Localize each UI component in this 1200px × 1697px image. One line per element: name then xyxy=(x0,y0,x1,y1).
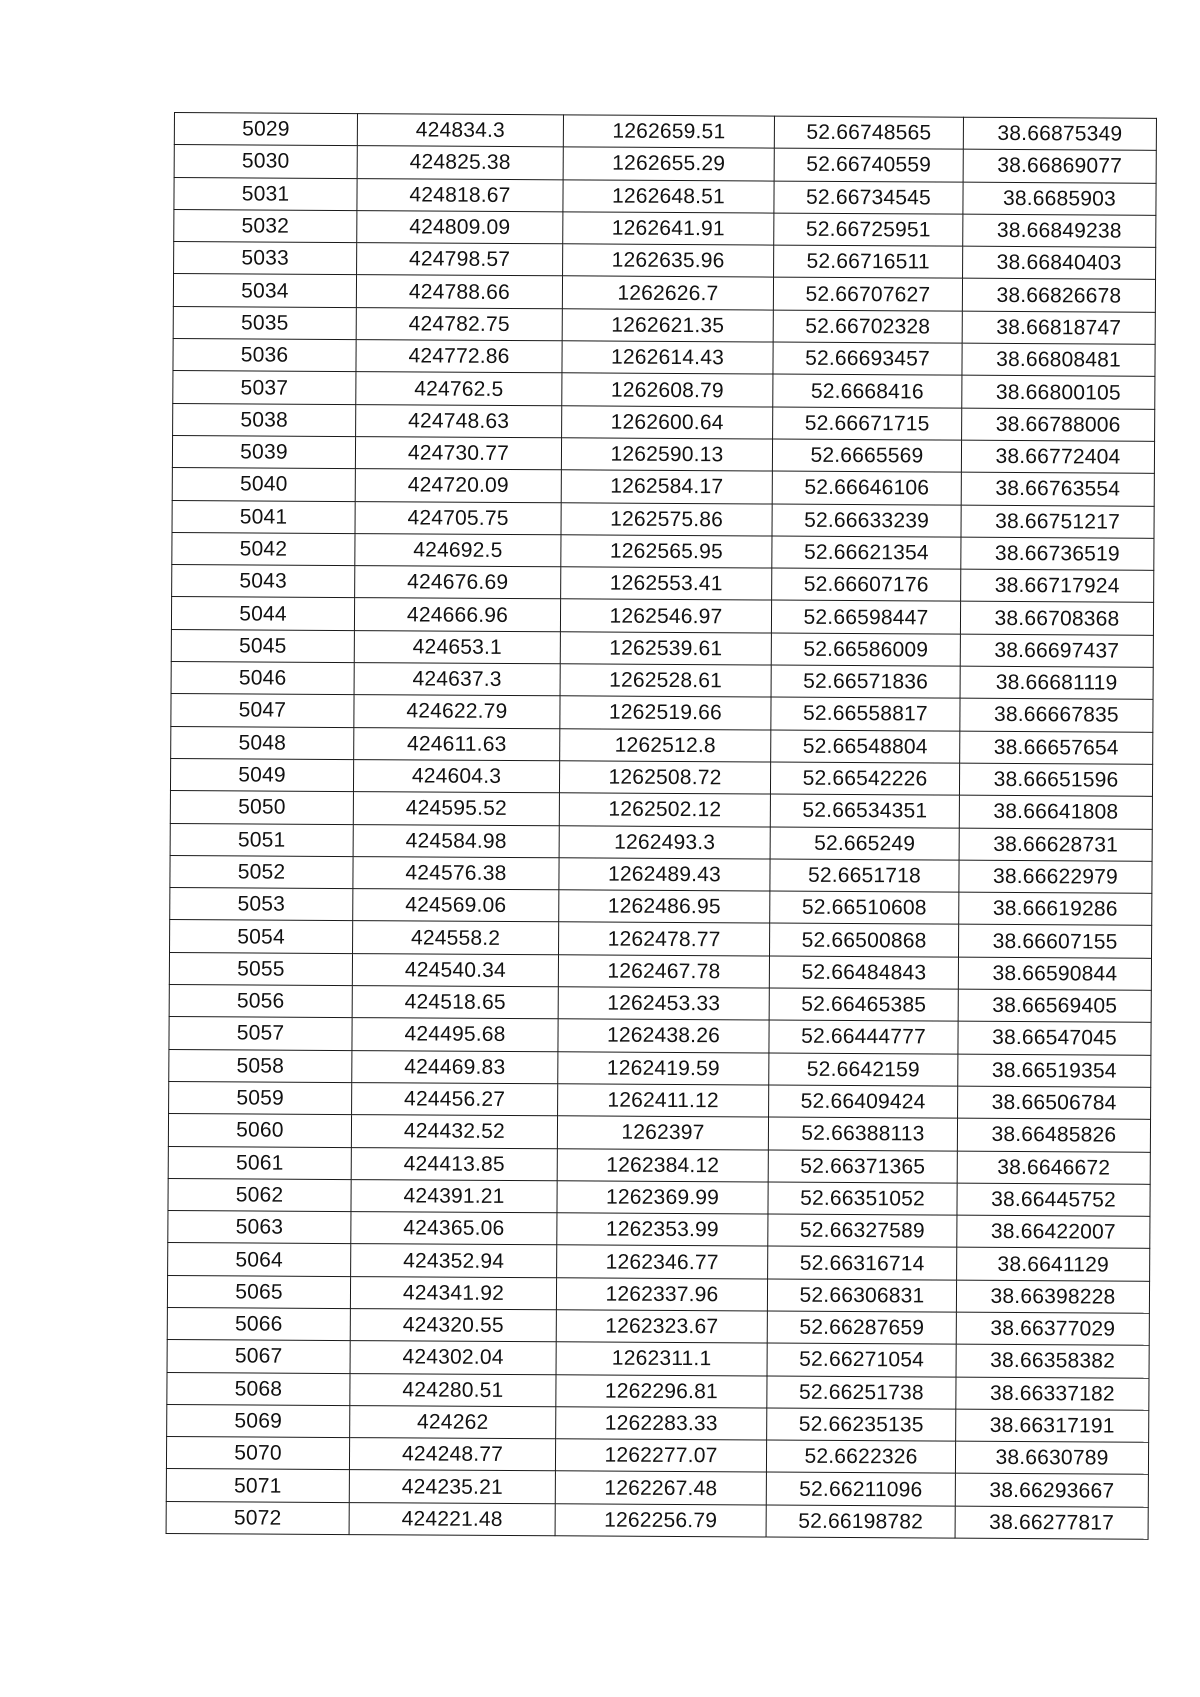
latitude-cell: 52.6668416 xyxy=(773,374,962,407)
y-coordinate-cell: 1262626.7 xyxy=(562,276,773,310)
x-coordinate-cell: 424676.69 xyxy=(355,566,561,600)
point-number-cell: 5040 xyxy=(172,468,355,501)
longitude-cell: 38.6685903 xyxy=(963,182,1156,215)
longitude-cell: 38.66869077 xyxy=(963,149,1156,182)
longitude-cell: 38.66422007 xyxy=(957,1215,1150,1248)
point-number-cell: 5044 xyxy=(171,597,354,630)
x-coordinate-cell: 424730.77 xyxy=(355,437,561,471)
x-coordinate-cell: 424302.04 xyxy=(350,1341,556,1375)
point-number-cell: 5033 xyxy=(174,242,357,275)
y-coordinate-cell: 1262659.51 xyxy=(563,115,774,149)
x-coordinate-cell: 424558.2 xyxy=(353,921,559,955)
point-number-cell: 5064 xyxy=(168,1243,351,1276)
point-number-cell: 5070 xyxy=(166,1437,349,1470)
latitude-cell: 52.66748565 xyxy=(774,116,963,149)
latitude-cell: 52.66371365 xyxy=(768,1150,957,1183)
y-coordinate-cell: 1262296.81 xyxy=(556,1374,767,1408)
longitude-cell: 38.66641808 xyxy=(959,795,1152,828)
point-number-cell: 5054 xyxy=(170,920,353,953)
point-number-cell: 5062 xyxy=(168,1178,351,1211)
latitude-cell: 52.66646106 xyxy=(772,471,961,504)
x-coordinate-cell: 424798.57 xyxy=(357,243,563,277)
latitude-cell: 52.665249 xyxy=(770,827,959,860)
latitude-cell: 52.66316714 xyxy=(768,1246,957,1279)
y-coordinate-cell: 1262256.79 xyxy=(555,1504,766,1538)
latitude-cell: 52.66510608 xyxy=(770,891,959,924)
point-number-cell: 5042 xyxy=(172,532,355,565)
x-coordinate-cell: 424818.67 xyxy=(357,178,563,212)
y-coordinate-cell: 1262519.66 xyxy=(560,696,771,730)
latitude-cell: 52.66671715 xyxy=(773,407,962,440)
x-coordinate-cell: 424604.3 xyxy=(353,760,559,794)
y-coordinate-cell: 1262323.67 xyxy=(556,1310,767,1344)
y-coordinate-cell: 1262590.13 xyxy=(561,438,772,472)
point-number-cell: 5057 xyxy=(169,1017,352,1050)
y-coordinate-cell: 1262648.51 xyxy=(563,179,774,213)
point-number-cell: 5067 xyxy=(167,1340,350,1373)
point-number-cell: 5038 xyxy=(173,403,356,436)
y-coordinate-cell: 1262635.96 xyxy=(563,244,774,278)
latitude-cell: 52.66558817 xyxy=(771,697,960,730)
longitude-cell: 38.66277817 xyxy=(955,1506,1148,1539)
x-coordinate-cell: 424576.38 xyxy=(353,856,559,890)
y-coordinate-cell: 1262478.77 xyxy=(559,922,770,956)
x-coordinate-cell: 424413.85 xyxy=(351,1147,557,1181)
longitude-cell: 38.66569405 xyxy=(958,989,1151,1022)
point-number-cell: 5037 xyxy=(173,371,356,404)
y-coordinate-cell: 1262486.95 xyxy=(559,890,770,924)
point-number-cell: 5048 xyxy=(171,726,354,759)
y-coordinate-cell: 1262311.1 xyxy=(556,1342,767,1376)
x-coordinate-cell: 424495.68 xyxy=(352,1018,558,1052)
point-number-cell: 5045 xyxy=(171,629,354,662)
latitude-cell: 52.66716511 xyxy=(774,245,963,278)
latitude-cell: 52.66740559 xyxy=(774,148,963,181)
y-coordinate-cell: 1262508.72 xyxy=(559,761,770,795)
point-number-cell: 5066 xyxy=(167,1307,350,1340)
x-coordinate-cell: 424352.94 xyxy=(351,1244,557,1278)
latitude-cell: 52.66725951 xyxy=(774,213,963,246)
x-coordinate-cell: 424772.86 xyxy=(356,340,562,374)
point-number-cell: 5060 xyxy=(168,1114,351,1147)
y-coordinate-cell: 1262614.43 xyxy=(562,341,773,375)
longitude-cell: 38.66445752 xyxy=(957,1183,1150,1216)
longitude-cell: 38.66657654 xyxy=(960,731,1153,764)
x-coordinate-cell: 424748.63 xyxy=(356,404,562,438)
x-coordinate-cell: 424692.5 xyxy=(355,533,561,567)
point-number-cell: 5049 xyxy=(170,758,353,791)
latitude-cell: 52.66693457 xyxy=(773,342,962,375)
y-coordinate-cell: 1262283.33 xyxy=(556,1407,767,1441)
longitude-cell: 38.66377029 xyxy=(956,1312,1149,1345)
y-coordinate-cell: 1262411.12 xyxy=(558,1084,769,1118)
latitude-cell: 52.66598447 xyxy=(771,601,960,634)
longitude-cell: 38.66398228 xyxy=(956,1280,1149,1313)
point-number-cell: 5029 xyxy=(174,113,357,146)
point-number-cell: 5052 xyxy=(170,855,353,888)
y-coordinate-cell: 1262546.97 xyxy=(560,599,771,633)
point-number-cell: 5034 xyxy=(173,274,356,307)
longitude-cell: 38.66628731 xyxy=(959,828,1152,861)
y-coordinate-cell: 1262489.43 xyxy=(559,858,770,892)
latitude-cell: 52.66306831 xyxy=(767,1279,956,1312)
longitude-cell: 38.6630789 xyxy=(955,1441,1148,1474)
longitude-cell: 38.66772404 xyxy=(961,440,1154,473)
longitude-cell: 38.66763554 xyxy=(961,472,1154,505)
coordinates-table xyxy=(166,112,1157,1540)
latitude-cell: 52.66465385 xyxy=(769,988,958,1021)
y-coordinate-cell: 1262337.96 xyxy=(556,1277,767,1311)
x-coordinate-cell: 424637.3 xyxy=(354,663,560,697)
latitude-cell: 52.66271054 xyxy=(767,1343,956,1376)
y-coordinate-cell: 1262267.48 xyxy=(555,1471,766,1505)
y-coordinate-cell: 1262565.95 xyxy=(561,535,772,569)
point-number-cell: 5036 xyxy=(173,339,356,372)
latitude-cell: 52.6651718 xyxy=(770,859,959,892)
y-coordinate-cell: 1262641.91 xyxy=(563,212,774,246)
latitude-cell: 52.66500868 xyxy=(770,923,959,956)
x-coordinate-cell: 424469.83 xyxy=(352,1050,558,1084)
point-number-cell: 5053 xyxy=(170,888,353,921)
x-coordinate-cell: 424762.5 xyxy=(356,372,562,406)
latitude-cell: 52.66702328 xyxy=(773,310,962,343)
longitude-cell: 38.66622979 xyxy=(959,860,1152,893)
y-coordinate-cell: 1262277.07 xyxy=(555,1439,766,1473)
y-coordinate-cell: 1262353.99 xyxy=(557,1213,768,1247)
latitude-cell: 52.66351052 xyxy=(768,1182,957,1215)
latitude-cell: 52.66607176 xyxy=(772,568,961,601)
longitude-cell: 38.6641129 xyxy=(957,1248,1150,1281)
longitude-cell: 38.66485826 xyxy=(957,1118,1150,1151)
longitude-cell: 38.66788006 xyxy=(962,408,1155,441)
point-number-cell: 5035 xyxy=(173,306,356,339)
x-coordinate-cell: 424320.55 xyxy=(350,1309,556,1343)
x-coordinate-cell: 424666.96 xyxy=(354,598,560,632)
y-coordinate-cell: 1262539.61 xyxy=(560,632,771,666)
y-coordinate-cell: 1262438.26 xyxy=(558,1019,769,1053)
latitude-cell: 52.66287659 xyxy=(767,1311,956,1344)
x-coordinate-cell: 424595.52 xyxy=(353,792,559,826)
x-coordinate-cell: 424391.21 xyxy=(351,1179,557,1213)
latitude-cell: 52.66707627 xyxy=(773,278,962,311)
x-coordinate-cell: 424622.79 xyxy=(354,695,560,729)
x-coordinate-cell: 424834.3 xyxy=(357,114,563,148)
longitude-cell: 38.66697437 xyxy=(960,634,1153,667)
latitude-cell: 52.6622326 xyxy=(766,1440,955,1473)
longitude-cell: 38.66717924 xyxy=(961,569,1154,602)
table-body xyxy=(166,113,1156,1540)
point-number-cell: 5061 xyxy=(168,1146,351,1179)
point-number-cell: 5043 xyxy=(172,565,355,598)
longitude-cell: 38.66708368 xyxy=(960,602,1153,635)
y-coordinate-cell: 1262600.64 xyxy=(562,405,773,439)
longitude-cell: 38.66826678 xyxy=(962,279,1155,312)
x-coordinate-cell: 424341.92 xyxy=(350,1276,556,1310)
longitude-cell: 38.66317191 xyxy=(956,1409,1149,1442)
longitude-cell: 38.66808481 xyxy=(962,343,1155,376)
point-number-cell: 5050 xyxy=(170,791,353,824)
x-coordinate-cell: 424611.63 xyxy=(354,727,560,761)
longitude-cell: 38.66547045 xyxy=(958,1021,1151,1054)
longitude-cell: 38.66840403 xyxy=(963,246,1156,279)
latitude-cell: 52.66534351 xyxy=(770,794,959,827)
y-coordinate-cell: 1262397 xyxy=(557,1116,768,1150)
x-coordinate-cell: 424653.1 xyxy=(354,630,560,664)
point-number-cell: 5041 xyxy=(172,500,355,533)
point-number-cell: 5056 xyxy=(169,985,352,1018)
longitude-cell: 38.66337182 xyxy=(956,1377,1149,1410)
x-coordinate-cell: 424235.21 xyxy=(349,1470,555,1504)
x-coordinate-cell: 424788.66 xyxy=(356,275,562,309)
table-row xyxy=(166,1501,1148,1539)
x-coordinate-cell: 424782.75 xyxy=(356,307,562,341)
longitude-cell: 38.66681119 xyxy=(960,666,1153,699)
y-coordinate-cell: 1262419.59 xyxy=(558,1051,769,1085)
latitude-cell: 52.66586009 xyxy=(771,633,960,666)
x-coordinate-cell: 424720.09 xyxy=(355,469,561,503)
point-number-cell: 5063 xyxy=(168,1211,351,1244)
latitude-cell: 52.66734545 xyxy=(774,181,963,214)
y-coordinate-cell: 1262467.78 xyxy=(558,955,769,989)
y-coordinate-cell: 1262621.35 xyxy=(562,309,773,343)
longitude-cell: 38.66736519 xyxy=(961,537,1154,570)
y-coordinate-cell: 1262575.86 xyxy=(561,502,772,536)
longitude-cell: 38.66506784 xyxy=(958,1086,1151,1119)
y-coordinate-cell: 1262369.99 xyxy=(557,1181,768,1215)
latitude-cell: 52.66548804 xyxy=(771,730,960,763)
latitude-cell: 52.66235135 xyxy=(767,1408,956,1441)
x-coordinate-cell: 424221.48 xyxy=(349,1502,555,1536)
longitude-cell: 38.66818747 xyxy=(962,311,1155,344)
y-coordinate-cell: 1262528.61 xyxy=(560,664,771,698)
longitude-cell: 38.6646672 xyxy=(957,1151,1150,1184)
longitude-cell: 38.66619286 xyxy=(959,892,1152,925)
y-coordinate-cell: 1262384.12 xyxy=(557,1148,768,1182)
point-number-cell: 5047 xyxy=(171,694,354,727)
latitude-cell: 52.66409424 xyxy=(769,1085,958,1118)
x-coordinate-cell: 424432.52 xyxy=(351,1115,557,1149)
x-coordinate-cell: 424280.51 xyxy=(350,1373,556,1407)
point-number-cell: 5039 xyxy=(172,435,355,468)
point-number-cell: 5068 xyxy=(167,1372,350,1405)
longitude-cell: 38.66607155 xyxy=(959,925,1152,958)
y-coordinate-cell: 1262584.17 xyxy=(561,470,772,504)
latitude-cell: 52.66621354 xyxy=(772,536,961,569)
latitude-cell: 52.66327589 xyxy=(768,1214,957,1247)
y-coordinate-cell: 1262512.8 xyxy=(560,728,771,762)
y-coordinate-cell: 1262493.3 xyxy=(559,825,770,859)
y-coordinate-cell: 1262453.33 xyxy=(558,987,769,1021)
latitude-cell: 52.66211096 xyxy=(766,1473,955,1506)
y-coordinate-cell: 1262655.29 xyxy=(563,147,774,181)
latitude-cell: 52.66484843 xyxy=(769,956,958,989)
point-number-cell: 5059 xyxy=(169,1081,352,1114)
longitude-cell: 38.66293667 xyxy=(955,1474,1148,1507)
point-number-cell: 5071 xyxy=(166,1469,349,1502)
longitude-cell: 38.66358382 xyxy=(956,1344,1149,1377)
y-coordinate-cell: 1262346.77 xyxy=(557,1245,768,1279)
x-coordinate-cell: 424569.06 xyxy=(353,889,559,923)
latitude-cell: 52.6665569 xyxy=(772,439,961,472)
point-number-cell: 5055 xyxy=(169,952,352,985)
x-coordinate-cell: 424584.98 xyxy=(353,824,559,858)
y-coordinate-cell: 1262553.41 xyxy=(561,567,772,601)
longitude-cell: 38.66849238 xyxy=(963,214,1156,247)
point-number-cell: 5072 xyxy=(166,1501,349,1534)
longitude-cell: 38.66751217 xyxy=(961,505,1154,538)
point-number-cell: 5031 xyxy=(174,177,357,210)
latitude-cell: 52.66633239 xyxy=(772,504,961,537)
longitude-cell: 38.66875349 xyxy=(963,117,1156,150)
longitude-cell: 38.66519354 xyxy=(958,1054,1151,1087)
point-number-cell: 5030 xyxy=(174,145,357,178)
point-number-cell: 5065 xyxy=(167,1275,350,1308)
latitude-cell: 52.6642159 xyxy=(769,1053,958,1086)
x-coordinate-cell: 424365.06 xyxy=(351,1212,557,1246)
latitude-cell: 52.66571836 xyxy=(771,665,960,698)
point-number-cell: 5046 xyxy=(171,662,354,695)
latitude-cell: 52.66388113 xyxy=(768,1117,957,1150)
x-coordinate-cell: 424705.75 xyxy=(355,501,561,535)
point-number-cell: 5051 xyxy=(170,823,353,856)
point-number-cell: 5058 xyxy=(169,1049,352,1082)
x-coordinate-cell: 424540.34 xyxy=(352,953,558,987)
point-number-cell: 5032 xyxy=(174,209,357,242)
longitude-cell: 38.66667835 xyxy=(960,699,1153,732)
latitude-cell: 52.66198782 xyxy=(766,1505,955,1538)
latitude-cell: 52.66444777 xyxy=(769,1020,958,1053)
x-coordinate-cell: 424262 xyxy=(350,1405,556,1439)
point-number-cell: 5069 xyxy=(167,1404,350,1437)
y-coordinate-cell: 1262502.12 xyxy=(559,793,770,827)
x-coordinate-cell: 424809.09 xyxy=(357,210,563,244)
latitude-cell: 52.66251738 xyxy=(767,1376,956,1409)
longitude-cell: 38.66800105 xyxy=(962,376,1155,409)
x-coordinate-cell: 424248.77 xyxy=(349,1438,555,1472)
y-coordinate-cell: 1262608.79 xyxy=(562,373,773,407)
latitude-cell: 52.66542226 xyxy=(770,762,959,795)
longitude-cell: 38.66590844 xyxy=(958,957,1151,990)
x-coordinate-cell: 424518.65 xyxy=(352,986,558,1020)
x-coordinate-cell: 424825.38 xyxy=(357,146,563,180)
x-coordinate-cell: 424456.27 xyxy=(352,1082,558,1116)
longitude-cell: 38.66651596 xyxy=(959,763,1152,796)
